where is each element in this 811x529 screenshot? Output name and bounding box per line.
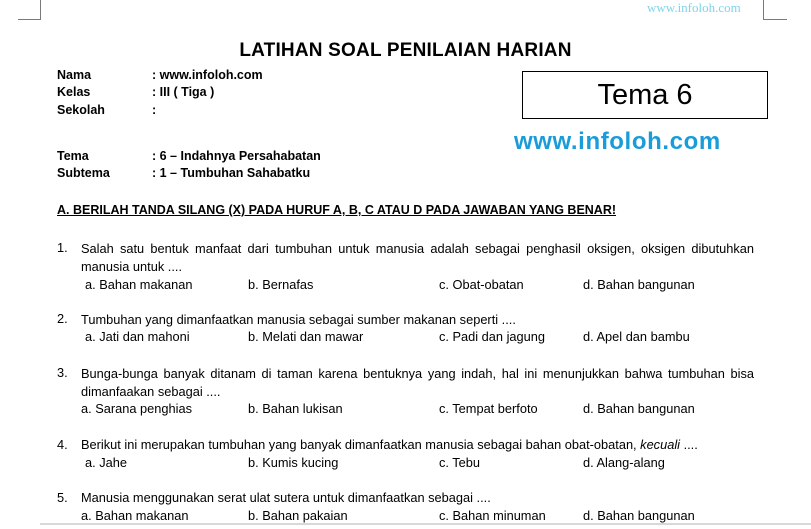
- crop-mark-left-vertical: [40, 0, 41, 19]
- tema-box: [522, 71, 768, 119]
- option-d: d. Bahan bangunan: [583, 401, 695, 416]
- option-c: c. Bahan minuman: [439, 508, 546, 523]
- option-d: d. Bahan bangunan: [583, 277, 695, 292]
- sekolah-label: Sekolah: [57, 103, 105, 117]
- kelas-label: Kelas: [57, 85, 91, 99]
- option-b: b. Bahan lukisan: [248, 401, 343, 416]
- question-text: [81, 437, 698, 452]
- question-text: Manusia menggunakan serat ulat sutera untuk dimanfaatkan sebagai ....: [81, 490, 491, 505]
- kelas-value: : III ( Tiga ): [152, 85, 215, 99]
- option-b: b. Bernafas: [248, 277, 314, 292]
- watermark-url: www.infoloh.com: [647, 0, 741, 15]
- option-c: c. Tempat berfoto: [439, 401, 538, 416]
- nama-value: : www.infoloh.com: [152, 68, 263, 82]
- option-a: a. Bahan makanan: [85, 277, 193, 292]
- question-number: 4.: [57, 437, 68, 452]
- crop-mark-right-horizontal: [763, 19, 787, 20]
- option-a: a. Sarana penghias: [81, 401, 192, 416]
- tema-value: : 6 – Indahnya Persahabatan: [152, 149, 321, 163]
- subtema-value: : 1 – Tumbuhan Sahabatku: [152, 166, 311, 180]
- option-a: a. Jati dan mahoni: [85, 329, 190, 344]
- question-text-tail: ....: [680, 437, 698, 452]
- option-b: b. Bahan pakaian: [248, 508, 348, 523]
- crop-mark-right-vertical: [763, 0, 764, 19]
- nama-label: Nama: [57, 68, 92, 82]
- page-title: LATIHAN SOAL PENILAIAN HARIAN: [239, 40, 572, 61]
- section-a-heading: A. BERILAH TANDA SILANG (X) PADA HURUF A, B, C ATAU D PADA JAWABAN YANG BENAR!: [57, 203, 617, 217]
- crop-mark-left-horizontal: [18, 19, 41, 20]
- option-c: c. Tebu: [439, 455, 481, 470]
- option-d: d. Apel dan bambu: [583, 329, 690, 344]
- option-c: c. Obat-obatan: [439, 277, 524, 292]
- question-number: 2.: [57, 311, 68, 326]
- option-d: d. Bahan bangunan: [583, 508, 695, 523]
- question-text: Tumbuhan yang dimanfaatkan manusia sebagai sumber makanan seperti ....: [81, 312, 516, 327]
- option-b: b. Melati dan mawar: [248, 329, 364, 344]
- question-text: Salah satu bentuk manfaat dari tumbuhan untuk manusia adalah sebagai penghasil oksigen, oksigen dibutuhkan manusia untuk ....: [81, 241, 754, 274]
- site-banner: www.infoloh.com: [514, 128, 721, 155]
- question-text-main: Berikut ini merupakan tumbuhan yang banyak dimanfaatkan manusia sebagai bahan obat-obatan,: [81, 437, 641, 452]
- tema-label: Tema: [57, 149, 89, 163]
- option-a: a. Jahe: [85, 455, 127, 470]
- page-bottom-edge: [40, 523, 811, 525]
- sekolah-value: :: [152, 103, 157, 117]
- subtema-label: Subtema: [57, 166, 110, 180]
- question-text-emphasis: kecuali: [640, 437, 681, 452]
- option-a: a. Bahan makanan: [81, 508, 189, 523]
- question-text: Bunga-bunga banyak ditanam di taman karena bentuknya yang indah, hal ini menunjukkan bahwa tumbuhan bisa dimanfaakan sebagai ....: [81, 366, 754, 399]
- option-c: c. Padi dan jagung: [439, 329, 546, 344]
- option-d: d. Alang-alang: [583, 455, 665, 470]
- question-number: 5.: [57, 490, 68, 505]
- question-number: 1.: [57, 240, 68, 255]
- tema-box-label: Tema 6: [597, 78, 693, 111]
- option-b: b. Kumis kucing: [248, 455, 339, 470]
- question-number: 3.: [57, 365, 68, 380]
